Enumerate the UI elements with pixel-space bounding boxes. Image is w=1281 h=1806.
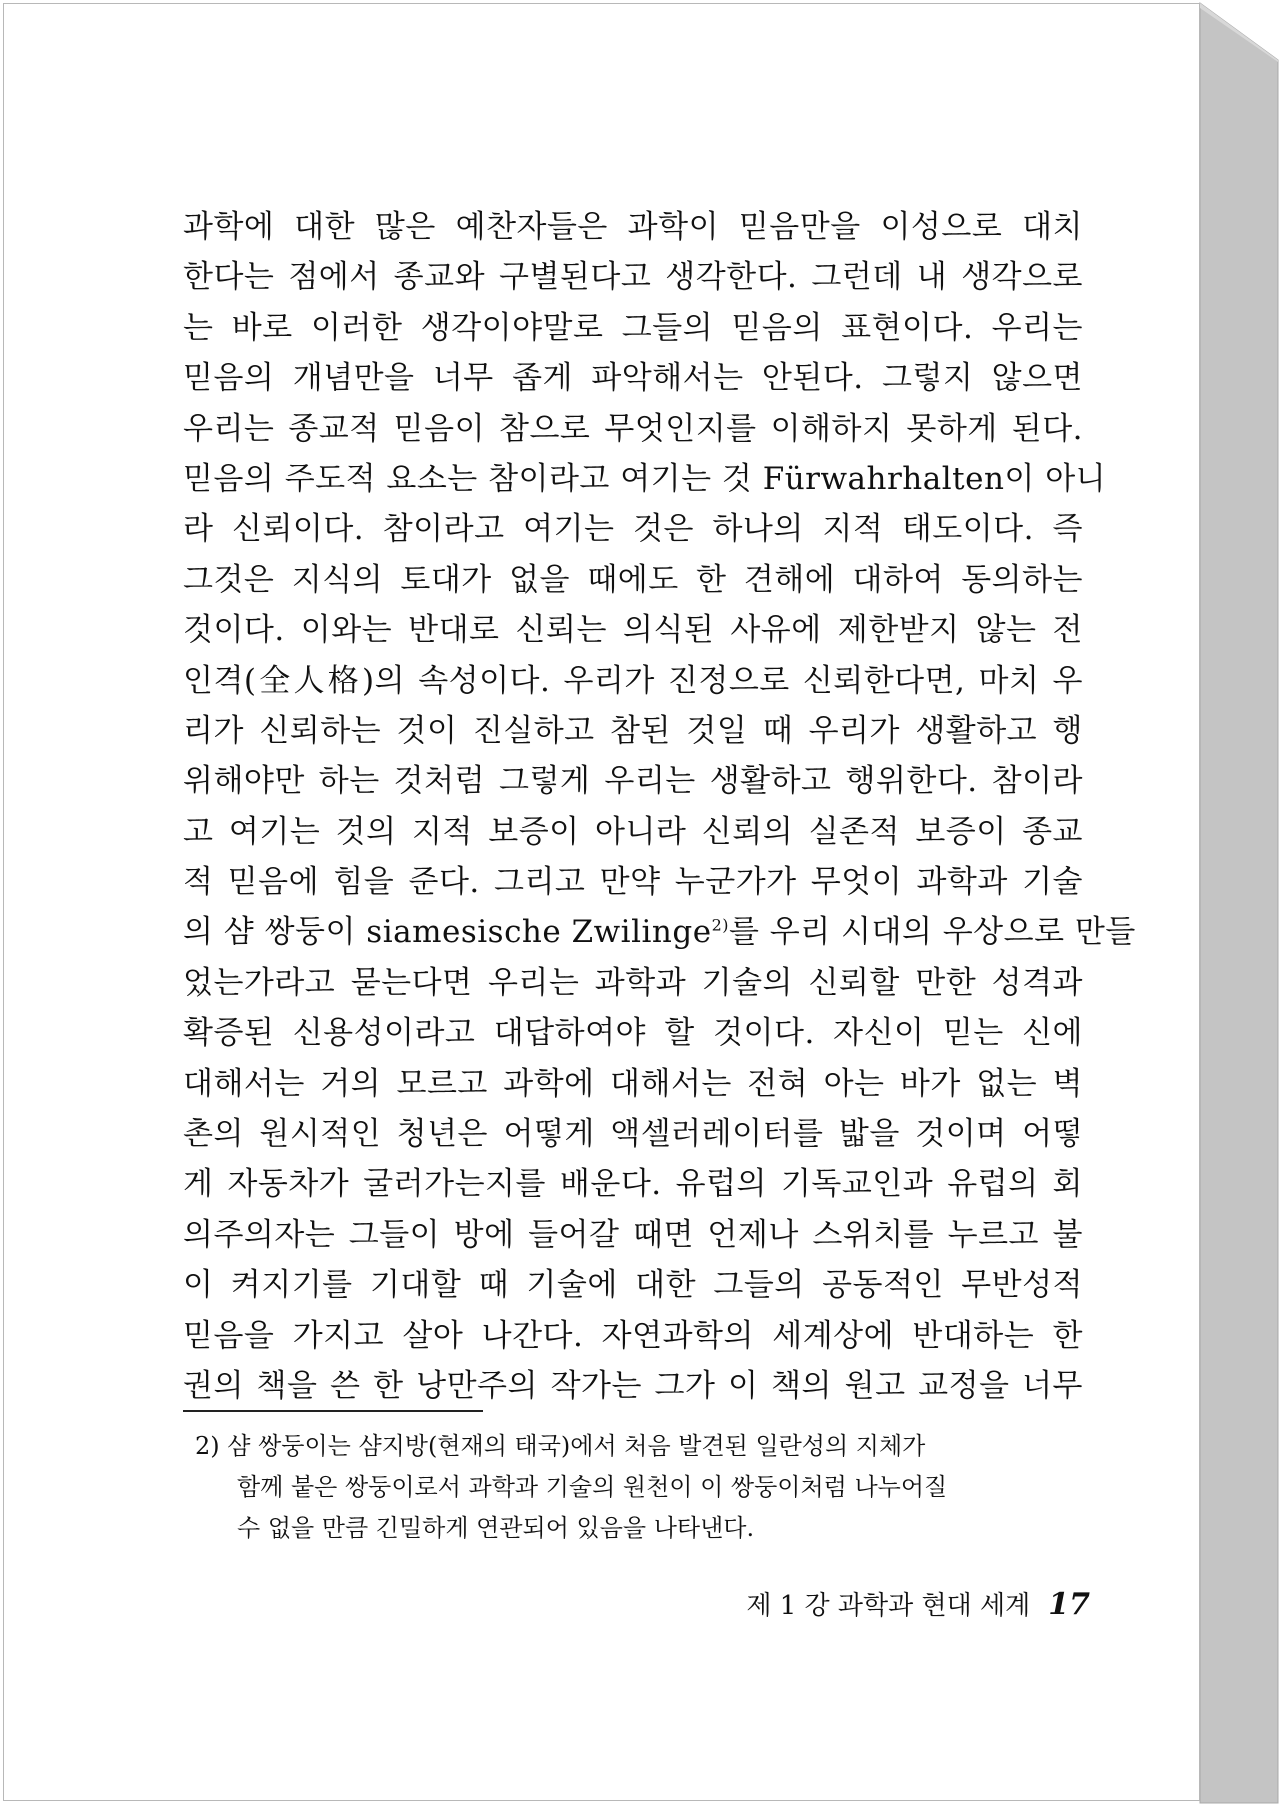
body-line: 적 믿음에 힘을 준다. 그리고 만약 누군가가 무엇이 과학과 기술: [183, 864, 1083, 901]
body-line: 촌의 원시적인 청년은 어떻게 액셀러레이터를 밟을 것이며 어떻: [183, 1116, 1083, 1153]
footnote-line: 2) 샴 쌍둥이는 샴지방(현재의 태국)에서 처음 발견된 일란성의 지체가: [195, 1432, 926, 1460]
body-line-with-footnote-ref: [183, 907, 1136, 957]
footnote: [195, 1426, 1083, 1549]
body-text: [183, 202, 1136, 1411]
body-line: 권의 책을 쓴 한 낭만주의 작가는 그가 이 책의 원고 교정을 너무: [183, 1367, 1083, 1404]
body-line: 는 바로 이러한 생각이야말로 그들의 믿음의 표현이다. 우리는: [183, 309, 1083, 346]
body-line: 우리는 종교적 믿음이 참으로 무엇인지를 이해하지 못하게 된다.: [183, 410, 1083, 447]
footnote-divider: [183, 1410, 483, 1412]
footnote-line: 수 없을 만큼 긴밀하게 연관되어 있음을 나타낸다.: [237, 1514, 755, 1542]
running-footer: [640, 1585, 1090, 1626]
body-line: 고 여기는 것의 지적 보증이 아니라 신뢰의 실존적 보증이 종교: [183, 813, 1083, 850]
body-line-tail: 를 우리 시대의 우상으로 만들: [729, 914, 1136, 951]
body-line: 한다는 점에서 종교와 구별된다고 생각한다. 그런데 내 생각으로: [183, 259, 1083, 296]
footnote-reference[interactable]: 2): [711, 916, 729, 936]
body-line: 게 자동차가 굴러가는지를 배운다. 유럽의 기독교인과 유럽의 회: [183, 1166, 1083, 1203]
body-line: 그것은 지식의 토대가 없을 때에도 한 견해에 대하여 동의하는: [183, 561, 1083, 598]
body-line: 믿음의 주도적 요소는 참이라고 여기는 것 Fürwahrhalten이 아니: [183, 460, 1107, 497]
body-line: 었는가라고 묻는다면 우리는 과학과 기술의 신뢰할 만한 성격과: [183, 964, 1083, 1001]
body-line: 대해서는 거의 모르고 과학에 대해서는 전혀 아는 바가 없는 벽: [183, 1065, 1083, 1102]
body-line: 과학에 대한 많은 예찬자들은 과학이 믿음만을 이성으로 대치: [183, 209, 1083, 245]
body-line: 인격(全人格)의 속성이다. 우리가 진정으로 신뢰한다면, 마치 우: [183, 662, 1083, 699]
chapter-title: 제 1 강 과학과 현대 세계: [746, 1591, 1031, 1621]
body-line: 위해야만 하는 것처럼 그렇게 우리는 생활하고 행위한다. 참이라: [183, 763, 1083, 800]
body-line-head: 의 샴 쌍둥이 siamesische Zwilinge: [183, 914, 712, 951]
footnote-line: 함께 붙은 쌍둥이로서 과학과 기술의 원천이 이 쌍둥이처럼 나누어질: [237, 1473, 948, 1501]
body-line: 확증된 신용성이라고 대답하여야 할 것이다. 자신이 믿는 신에: [183, 1015, 1083, 1052]
body-line: 이 켜지기를 기대할 때 기술에 대한 그들의 공동적인 무반성적: [183, 1267, 1083, 1304]
body-line: 믿음의 개념만을 너무 좁게 파악해서는 안된다. 그렇지 않으면: [183, 360, 1083, 397]
page-number: 17: [1048, 1587, 1090, 1622]
body-line: 리가 신뢰하는 것이 진실하고 참된 것일 때 우리가 생활하고 행: [183, 712, 1083, 749]
body-line: 믿음을 가지고 살아 나간다. 자연과학의 세계상에 반대하는 한: [183, 1317, 1083, 1354]
body-line: 라 신뢰이다. 참이라고 여기는 것은 하나의 지적 태도이다. 즉: [183, 511, 1083, 548]
body-line: 것이다. 이와는 반대로 신뢰는 의식된 사유에 제한받지 않는 전: [183, 612, 1083, 649]
body-line: 의주의자는 그들이 방에 들어갈 때면 언제나 스위치를 누르고 불: [183, 1216, 1083, 1253]
